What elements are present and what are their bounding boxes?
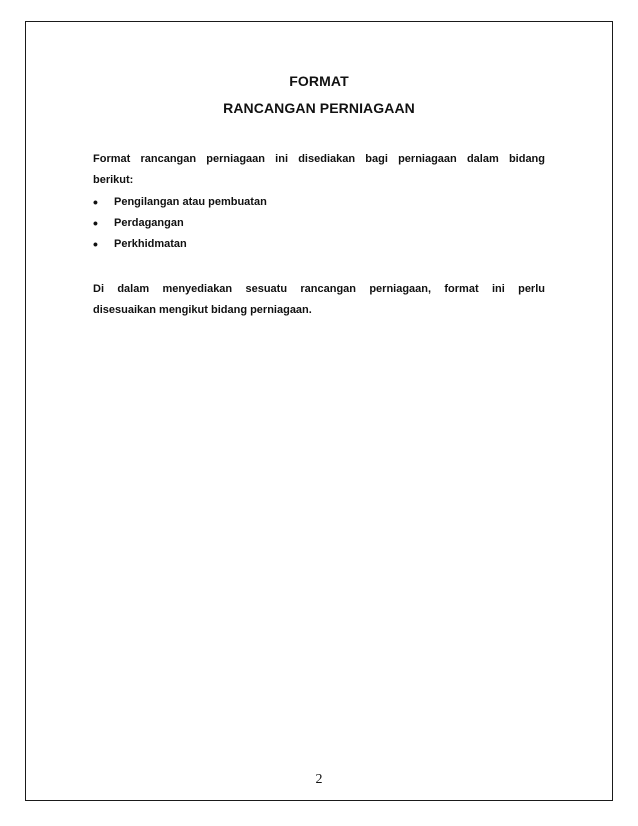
note-paragraph xyxy=(93,279,545,321)
business-field-list xyxy=(93,192,267,255)
page-border xyxy=(25,21,613,801)
note-line-2: disesuaikan mengikut bidang perniagaan. xyxy=(93,304,312,316)
list-item-label: Pengilangan atau pembuatan xyxy=(114,196,267,208)
document-subtitle: RANCANGAN PERNIAGAAN xyxy=(223,100,415,116)
intro-line-1: Format rancangan perniagaan ini disediakan bagi perniagaan dalam bidang xyxy=(93,153,545,165)
bullet-icon: • xyxy=(93,215,98,231)
list-item-label: Perdagangan xyxy=(114,217,184,229)
list-item-label: Perkhidmatan xyxy=(114,238,187,250)
list-item xyxy=(93,234,267,255)
intro-line-2: berikut: xyxy=(93,174,134,186)
bullet-icon: • xyxy=(93,194,98,210)
list-item xyxy=(93,192,267,213)
bullet-icon: • xyxy=(93,236,98,252)
page-number: 2 xyxy=(315,772,323,787)
note-line-1: Di dalam menyediakan sesuatu rancangan perniagaan, format ini perlu xyxy=(93,283,545,295)
intro-paragraph xyxy=(93,149,545,191)
list-item xyxy=(93,213,267,234)
document-title: FORMAT xyxy=(289,73,349,89)
